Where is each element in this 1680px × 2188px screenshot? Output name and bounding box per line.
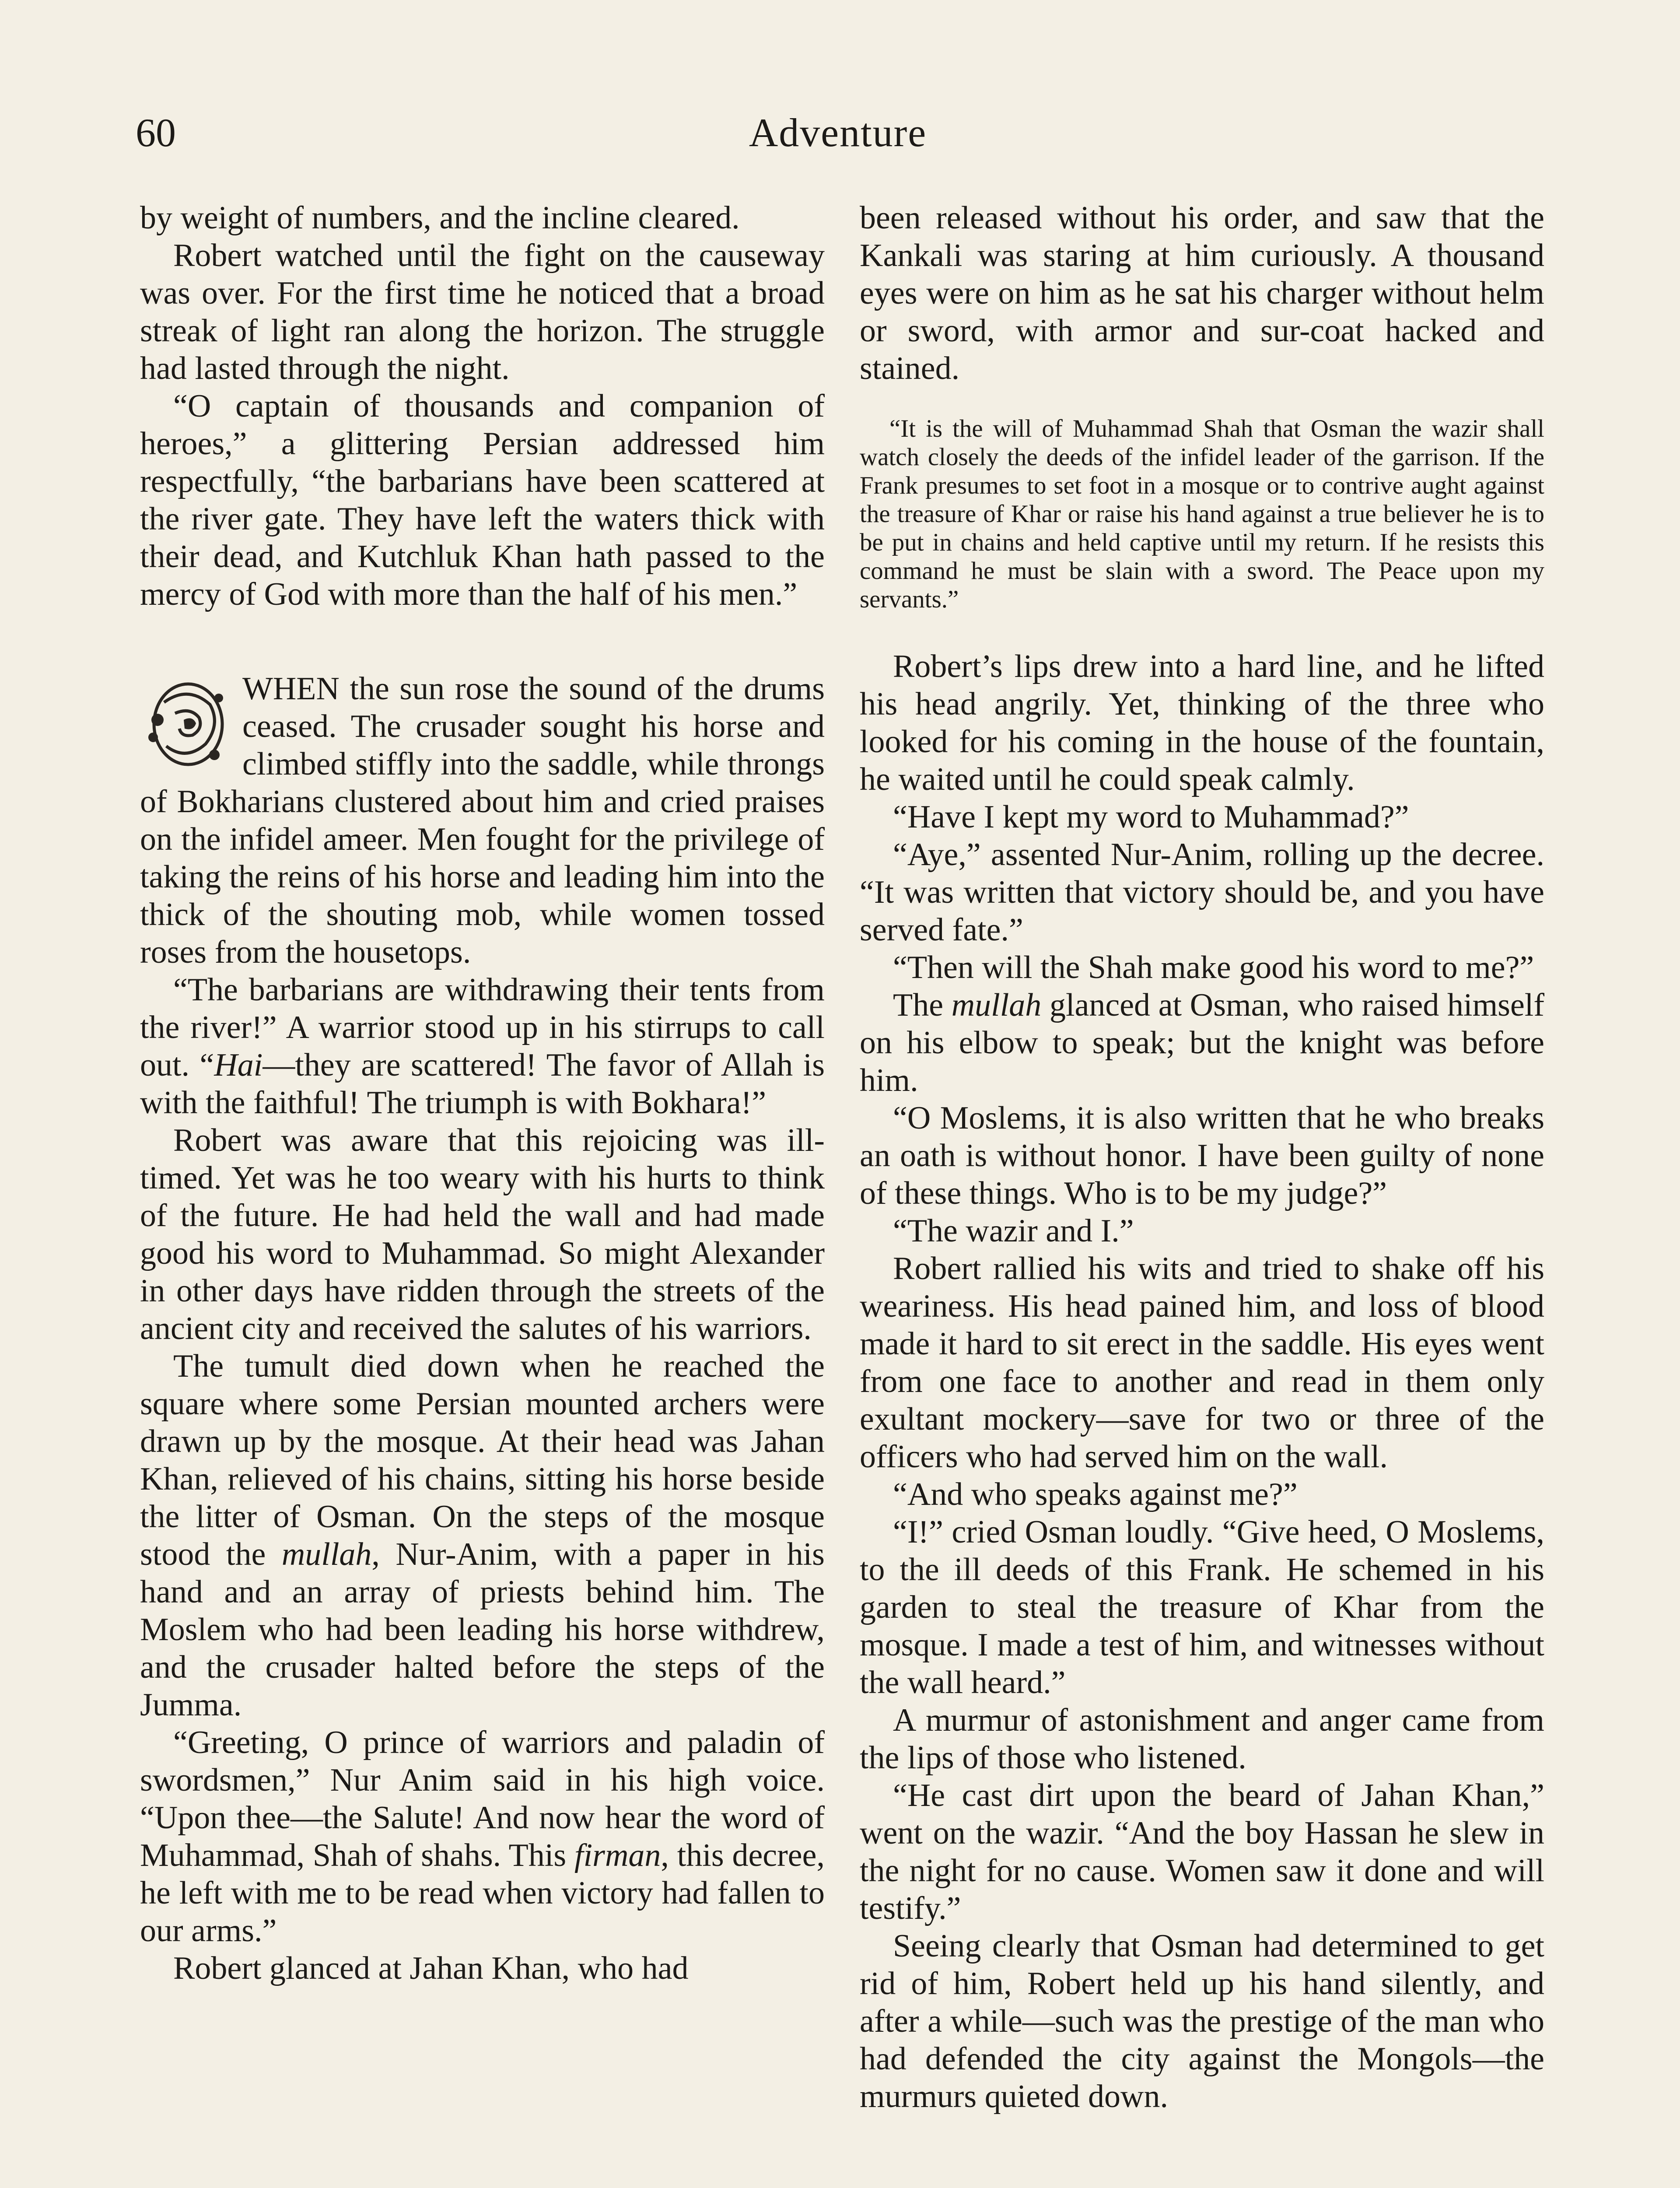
paragraph: Robert was aware that this rejoicing was ill-timed. Yet was he too weary with his hurts to think of the future. He had held the wall and had made good his word to Muhammad. So might Alexander in other days have ridden through the streets of the ancient city and received the salutes of his warriors.: [140, 1122, 825, 1346]
paragraph: Robert watched until the fight on the causeway was over. For the first time he noticed that a broad streak of light ran along the horizon. The struggle had lasted through the night.: [140, 238, 825, 386]
paragraph: The tumult died down when he reached the square where some Persian mounted archers were drawn up by the mosque. At their head was Jahan Khan, relieved of his chains, sitting his horse beside the litter of Osman. On the steps of the mosque stood the mullah, Nur-Anim, with a paper in his hand and an array of priests behind him. The Moslem who had been leading his horse withdrew, and the crusader halted before the steps of the Jumma.: [140, 1348, 825, 1723]
left-column: [140, 199, 825, 1987]
paragraph: “Aye,” assented Nur-Anim, rolling up the decree. “It was written that victory should be, and you have served fate.”: [860, 837, 1544, 948]
section-lead-paragraph: WHEN the sun rose the sound of the drums ceased. The crusader sought his horse and climbed stiffly into the saddle, while throngs of Bokharians clustered about him and cried praises on the infidel ameer. Men fought for the privilege of taking the reins of his horse and leading him into the thick of the shouting mob, while women tossed roses from the housetops.: [140, 671, 825, 970]
section-start: [140, 670, 825, 971]
paragraph: by weight of numbers, and the incline cleared.: [140, 200, 740, 236]
paragraph: Seeing clearly that Osman had determined to get rid of him, Robert held up his hand silently, and after a while—such was the prestige of the man who had defended the city against the Mongols—the murmurs quieted down.: [860, 1928, 1544, 2114]
page-number: 60: [136, 110, 176, 155]
paragraph: “The wazir and I.”: [893, 1213, 1134, 1249]
paragraph: Robert glanced at Jahan Khan, who had: [173, 1950, 689, 1986]
paragraph: “And who speaks against me?”: [893, 1476, 1298, 1512]
paragraph: “Have I kept my word to Muhammad?”: [893, 799, 1409, 835]
paragraph: “He cast dirt upon the beard of Jahan Khan,” went on the wazir. “And the boy Hassan he slew in the night for no cause. Women saw it done and will testify.”: [860, 1778, 1544, 1926]
paragraph: been released without his order, and saw that the Kankali was staring at him curiously. A thousand eyes were on him as he sat his charger without helm or sword, with armor and sur-coat hacked and stained.: [860, 200, 1544, 386]
ornament-icon: [140, 672, 232, 777]
decree-text: “It is the will of Muhammad Shah that Osman the wazir shall watch closely the deeds of the infidel leader of the garrison. If the Frank presumes to set foot in a mosque or to contrive aught against the treasure of Khar or raise his hand against a true believer he is to be put in chains and held captive until my return. If he resists this command he must be slain with a sword. The Peace upon my servants.”: [860, 415, 1544, 613]
paragraph: Robert rallied his wits and tried to shake off his weariness. His head pained him, and loss of blood made it hard to sit erect in the saddle. His eyes went from one face to another and read in them only exultant mockery—save for two or three of the officers who had served him on the wall.: [860, 1251, 1544, 1475]
paragraph: “O captain of thousands and companion of heroes,” a glittering Persian addressed him respectfully, “the barbarians have been scattered at the river gate. They have left the waters thick with their dead, and Kutchluk Khan hath passed to the mercy of God with more than the half of his men.”: [140, 388, 825, 612]
paragraph: “Greeting, O prince of warriors and paladin of swordsmen,” Nur Anim said in his high voice. “Upon thee—the Salute! And now hear the word of Muhammad, Shah of shahs. This firman, this decree, he left with me to be read when victory had fallen to our arms.”: [140, 1725, 825, 1949]
paragraph: “The barbarians are withdrawing their tents from the river!” A warrior stood up in his stirrups to call out. “Hai—they are scattered! The favor of Allah is with the faithful! The triumph is with Bokhara!”: [140, 972, 825, 1121]
paragraph: Robert’s lips drew into a hard line, and he lifted his head angrily. Yet, thinking of the three who looked for his coming in the house of the fountain, he waited until he could speak calmly.: [860, 649, 1544, 797]
paragraph: A murmur of astonishment and anger came from the lips of those who listened.: [860, 1702, 1544, 1776]
running-head: [136, 109, 1540, 166]
paragraph: “Then will the Shah make good his word to me?”: [893, 950, 1534, 985]
decree-quote: [860, 414, 1544, 614]
paragraph: “O Moslems, it is also written that he who breaks an oath is without honor. I have been guilty of none of these things. Who is to be my judge?”: [860, 1100, 1544, 1211]
right-column: [860, 199, 1544, 2115]
header-title: Adventure: [749, 110, 927, 155]
paragraph: “I!” cried Osman loudly. “Give heed, O Moslems, to the ill deeds of this Frank. He schemed in his garden to steal the treasure of Khar from the mosque. I made a test of him, and witnesses without the wall heard.”: [860, 1514, 1544, 1701]
paragraph: The mullah glanced at Osman, who raised himself on his elbow to speak; but the knight was before him.: [860, 987, 1545, 1098]
